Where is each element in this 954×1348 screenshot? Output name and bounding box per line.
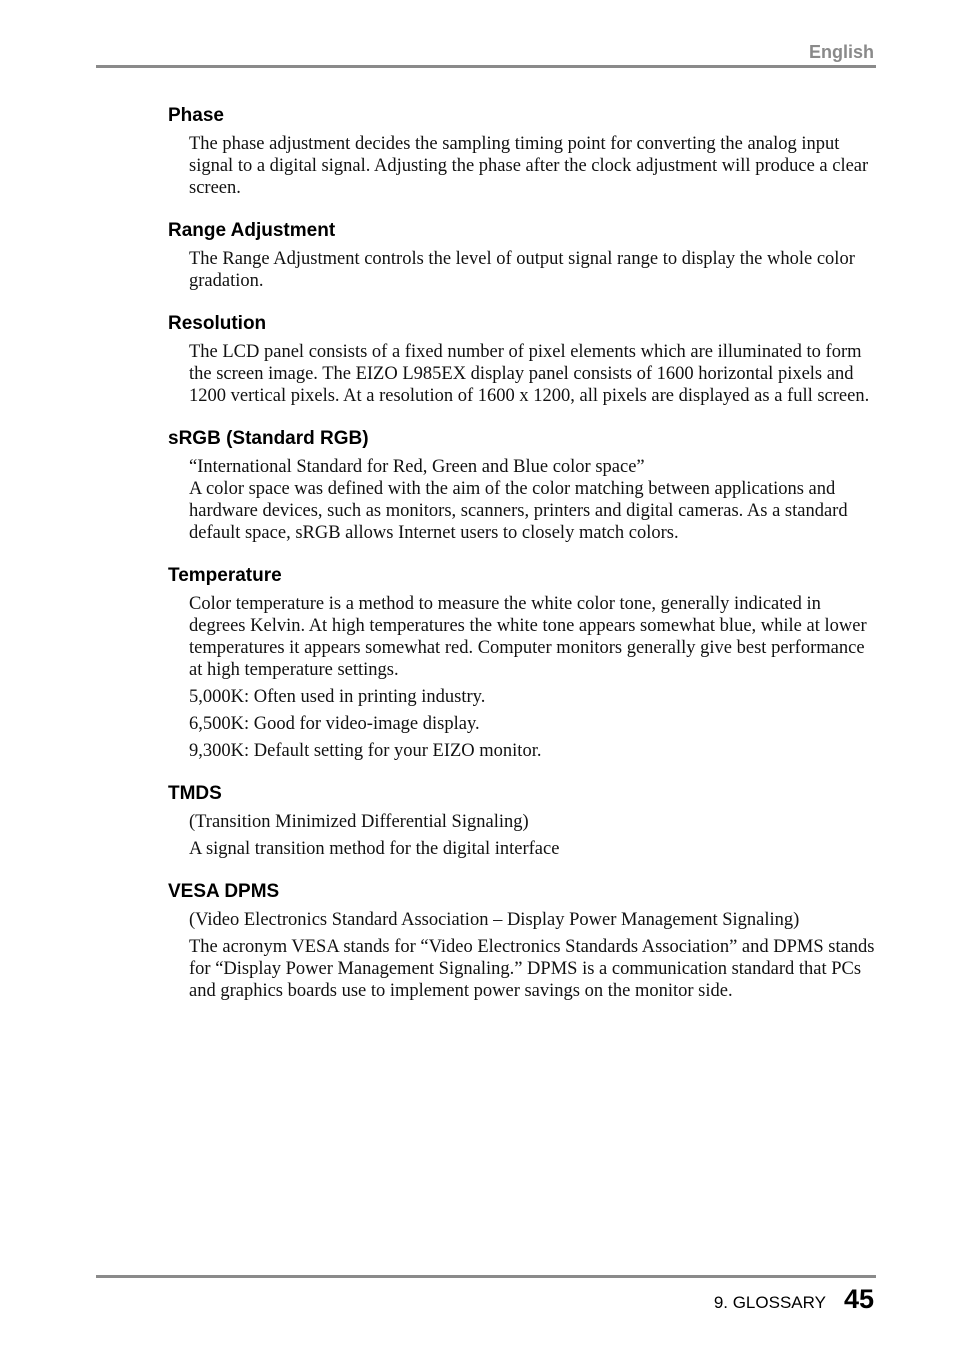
footer-section-label: 9. GLOSSARY bbox=[713, 1293, 826, 1312]
entry-paragraph: (Transition Minimized Differential Signaling) bbox=[189, 812, 529, 832]
entry-title: VESA DPMS bbox=[168, 881, 280, 902]
glossary-entry-vesa-dpms bbox=[168, 880, 878, 1002]
entry-title: Phase bbox=[168, 105, 224, 126]
entry-title: TMDS bbox=[168, 783, 222, 804]
glossary-entry-temperature bbox=[168, 564, 878, 762]
page-footer bbox=[714, 1284, 874, 1315]
header-language: English bbox=[808, 42, 874, 62]
glossary-entry-range-adjustment bbox=[168, 219, 878, 292]
entry-paragraph: 6,500K: Good for video-image display. bbox=[189, 714, 480, 734]
entry-title: Temperature bbox=[168, 565, 282, 586]
entry-paragraph: Color temperature is a method to measure the white color tone, generally indicated in degrees Kelvin. At high temperatures the white tone appears somewhat blue, while at lower temperatures it appears somewhat red. Computer monitors generally give best performance at high temperature settings. bbox=[189, 594, 867, 680]
entry-title: Resolution bbox=[168, 313, 267, 334]
entry-paragraph: The Range Adjustment controls the level of output signal range to display the whole color gradation. bbox=[189, 249, 855, 291]
glossary-entry-tmds bbox=[168, 782, 878, 860]
entry-paragraph: The LCD panel consists of a fixed number of pixel elements which are illuminated to form the screen image. The EIZO L985EX display panel consists of 1600 horizontal pixels and 1200 vertical pixels. At a resolution of 1600 x 1200, all pixels are displayed as a full screen. bbox=[189, 342, 870, 406]
glossary-entry-resolution bbox=[168, 312, 878, 407]
entry-paragraph: A color space was defined with the aim of the color matching between applications and hardware devices, such as monitors, scanners, printers and digital cameras. As a standard default space, sRGB allows Internet users to closely match colors. bbox=[189, 479, 848, 543]
glossary-content bbox=[168, 104, 878, 1022]
header-rule bbox=[96, 65, 876, 68]
footer-rule bbox=[96, 1275, 876, 1278]
entry-paragraph: 5,000K: Often used in printing industry. bbox=[189, 687, 486, 707]
entry-paragraph: The phase adjustment decides the sampling timing point for converting the analog input signal to a digital signal. Adjusting the phase after the clock adjustment will produce a clear screen. bbox=[189, 134, 869, 198]
entry-paragraph: “International Standard for Red, Green and Blue color space” bbox=[189, 457, 645, 477]
entry-paragraph: 9,300K: Default setting for your EIZO monitor. bbox=[189, 741, 542, 761]
entry-title: Range Adjustment bbox=[168, 220, 336, 241]
glossary-entry-phase bbox=[168, 104, 878, 199]
entry-paragraph: A signal transition method for the digital interface bbox=[189, 839, 560, 859]
glossary-entry-srgb bbox=[168, 427, 878, 544]
page-number: 45 bbox=[843, 1284, 874, 1314]
entry-title: sRGB (Standard RGB) bbox=[168, 428, 369, 449]
entry-paragraph: The acronym VESA stands for “Video Electronics Standards Association” and DPMS stands for “Display Power Management Signaling.” DPMS is a communication standard that PCs and graphics boards use to implement power savings on the monitor side. bbox=[189, 937, 875, 1001]
entry-paragraph: (Video Electronics Standard Association – Display Power Management Signaling) bbox=[189, 910, 800, 930]
